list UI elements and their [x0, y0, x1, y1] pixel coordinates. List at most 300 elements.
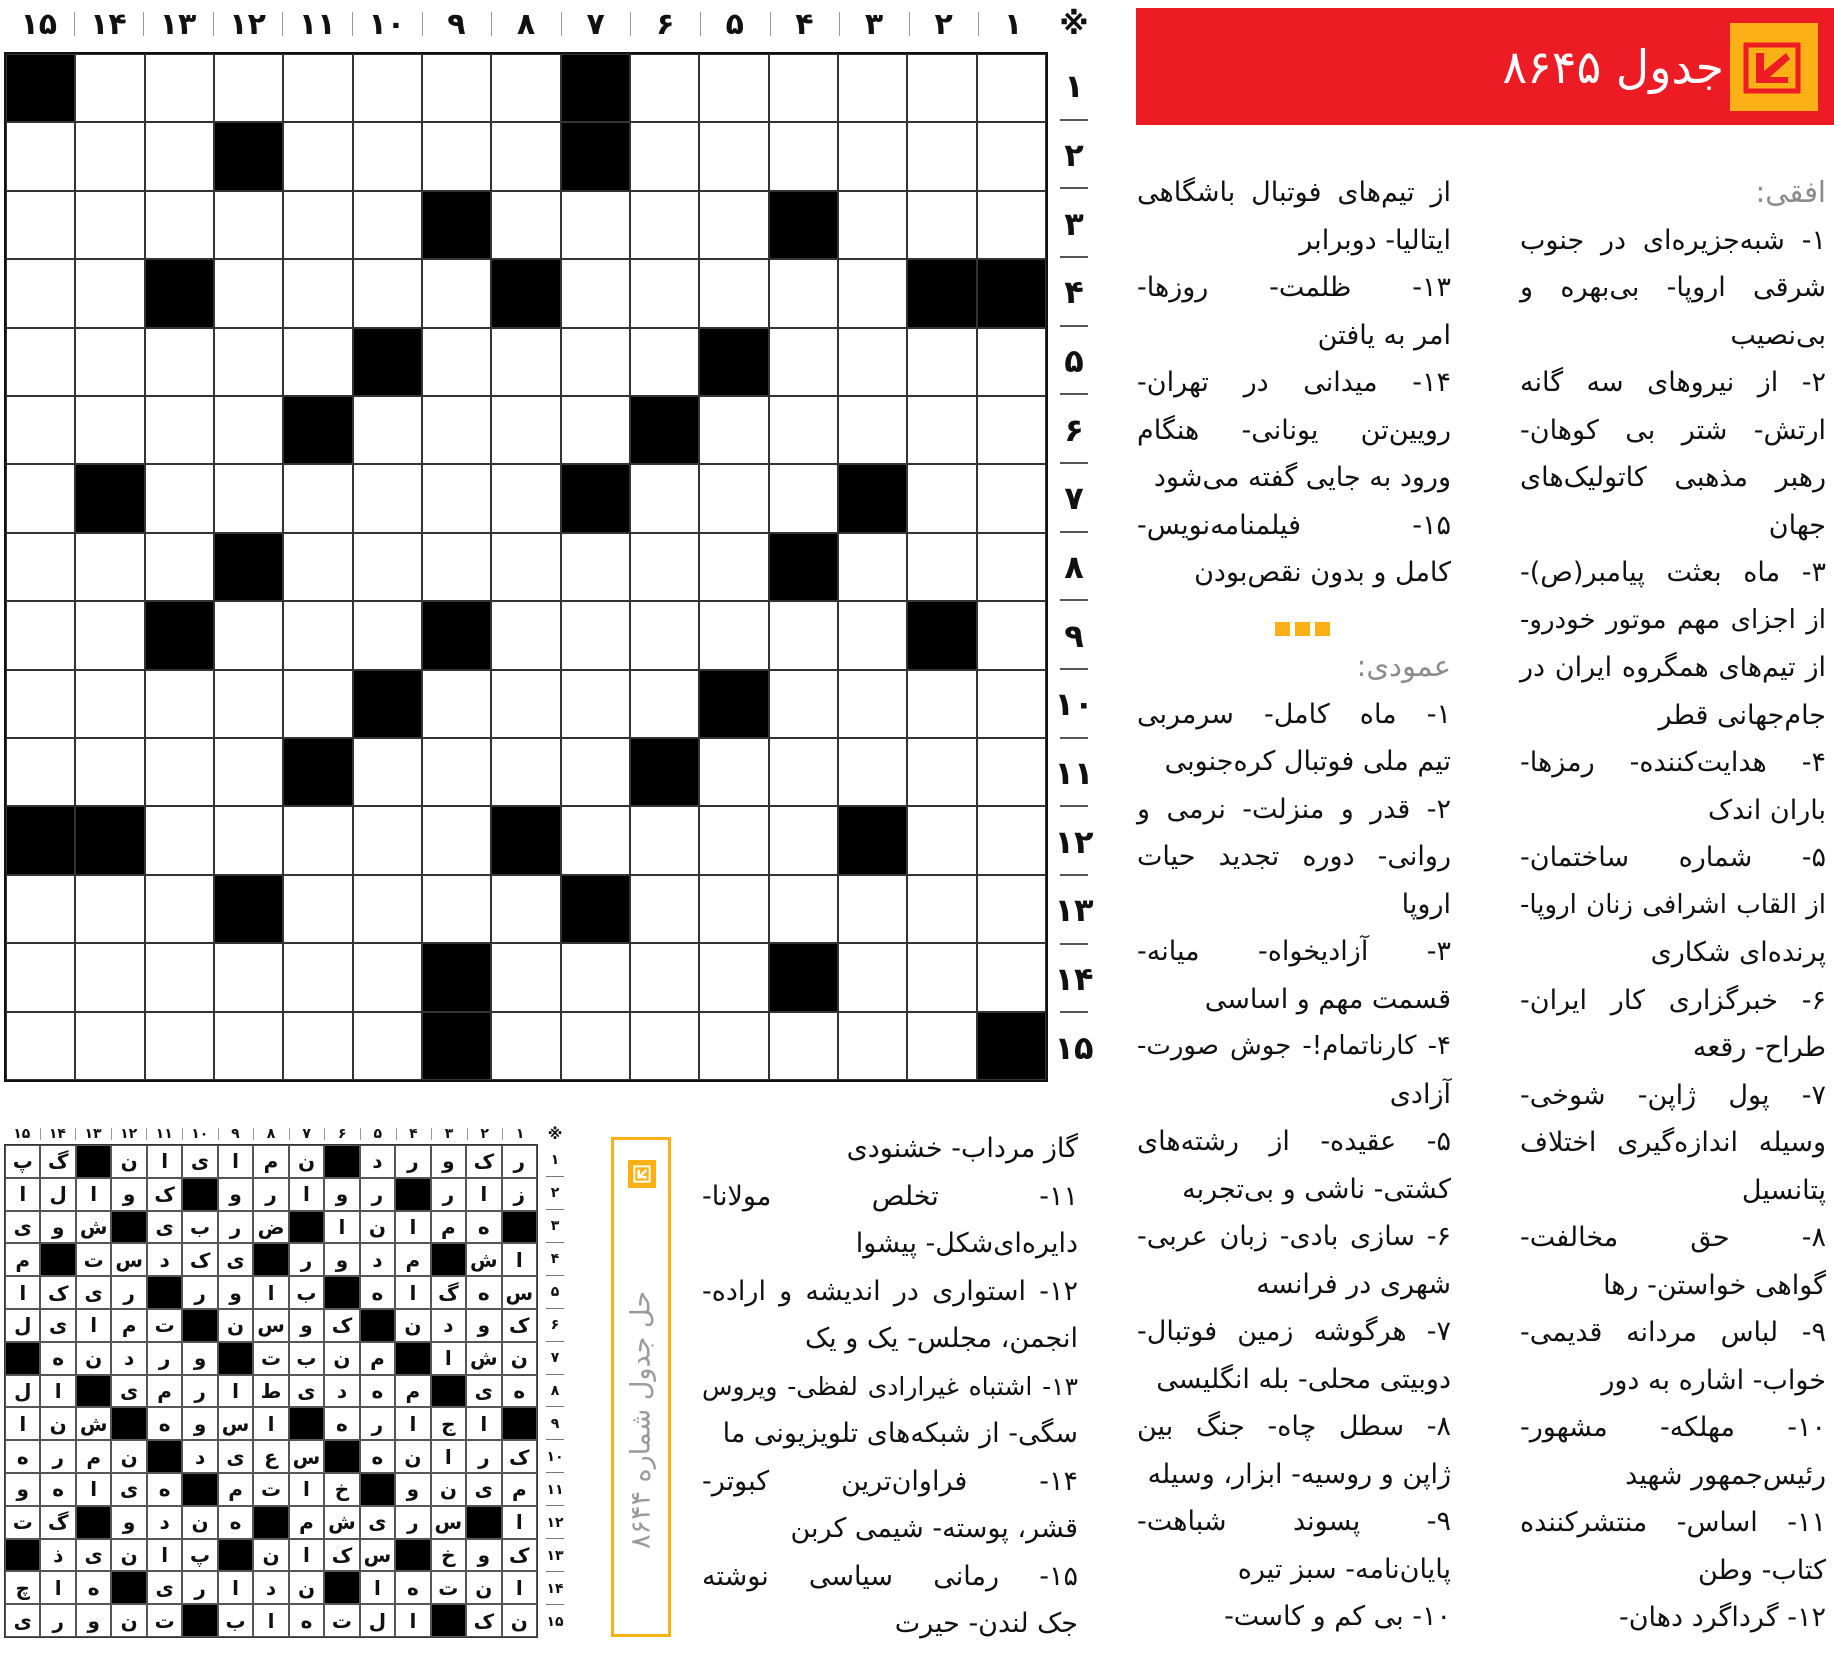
answer-cell[interactable]: [630, 464, 699, 532]
answer-cell[interactable]: [977, 943, 1046, 1011]
answer-cell[interactable]: [422, 806, 491, 874]
answer-cell[interactable]: [907, 738, 976, 806]
answer-cell[interactable]: [907, 464, 976, 532]
answer-cell[interactable]: [977, 191, 1046, 259]
solution-letter: د: [111, 1342, 146, 1375]
solution-letter: ن: [111, 1604, 146, 1637]
answer-cell[interactable]: [353, 464, 422, 532]
answer-cell[interactable]: [75, 738, 144, 806]
answer-cell[interactable]: [977, 54, 1046, 122]
solution-row-number: ۱۵: [546, 1613, 564, 1630]
answer-cell[interactable]: [977, 806, 1046, 874]
clue-line: ۱۴- میدانی در تهران-: [1137, 367, 1451, 398]
solution-letter: و: [466, 1539, 501, 1572]
solution-letter: ی: [111, 1473, 146, 1506]
solution-letter: ا: [324, 1211, 359, 1244]
clue-line: روانی- دوره تجدید حیات: [1137, 841, 1451, 872]
answer-cell[interactable]: [353, 738, 422, 806]
solution-black-cell: [289, 1211, 324, 1244]
clue-line: ۳- آزادیخواه- میانه-: [1137, 936, 1451, 967]
answer-cell[interactable]: [75, 122, 144, 190]
solution-letter: ر: [431, 1178, 466, 1211]
answer-cell[interactable]: [769, 464, 838, 532]
answer-cell[interactable]: [353, 191, 422, 259]
solution-letter: و: [182, 1342, 217, 1375]
answer-cell[interactable]: [630, 670, 699, 738]
answer-cell[interactable]: [145, 943, 214, 1011]
answer-cell[interactable]: [214, 806, 283, 874]
clue-line: پایان‌نامه- سبز تیره: [1237, 1553, 1451, 1585]
answer-cell[interactable]: [145, 328, 214, 396]
answer-cell[interactable]: [283, 601, 352, 669]
answer-cell[interactable]: [214, 1012, 283, 1080]
solution-letter: م: [147, 1375, 182, 1408]
black-cell: [838, 464, 907, 532]
solution-letter: م: [253, 1145, 288, 1178]
answer-cell[interactable]: [838, 943, 907, 1011]
answer-cell[interactable]: [491, 738, 560, 806]
answer-cell[interactable]: [769, 259, 838, 327]
solution-column-number: ۸: [253, 1124, 289, 1144]
clue-line: دوبیتی محلی- بله انگلیسی: [1156, 1363, 1451, 1395]
answer-cell[interactable]: [145, 54, 214, 122]
answer-cell[interactable]: [838, 601, 907, 669]
answer-cell[interactable]: [422, 670, 491, 738]
answer-cell[interactable]: [838, 259, 907, 327]
answer-cell[interactable]: [491, 601, 560, 669]
black-cell: [769, 191, 838, 259]
solution-letter: ک: [40, 1276, 75, 1309]
vertical-clues-continued: [702, 1125, 1078, 1648]
answer-cell[interactable]: [838, 54, 907, 122]
answer-cell[interactable]: [630, 54, 699, 122]
solution-letter: ه: [395, 1571, 430, 1604]
black-cell: [699, 328, 768, 396]
solution-letter: ا: [253, 1407, 288, 1440]
solution-letter: ر: [253, 1178, 288, 1211]
clue-line: قشر، پوسته- شیمی کربن: [790, 1513, 1078, 1544]
clue-line: قسمت مهم و اساسی: [1204, 983, 1451, 1015]
solution-column-number: ۴: [396, 1124, 432, 1144]
answer-cell[interactable]: [6, 259, 75, 327]
answer-cell[interactable]: [630, 1012, 699, 1080]
answer-cell[interactable]: [630, 943, 699, 1011]
solution-letter: ی: [218, 1440, 253, 1473]
solution-letter: خ: [324, 1473, 359, 1506]
answer-cell[interactable]: [769, 601, 838, 669]
answer-cell[interactable]: [283, 191, 352, 259]
solution-letter: ا: [289, 1539, 324, 1572]
answer-cell[interactable]: [214, 601, 283, 669]
answer-cell[interactable]: [6, 328, 75, 396]
answer-cell[interactable]: [145, 396, 214, 464]
answer-cell[interactable]: [699, 738, 768, 806]
answer-cell[interactable]: [75, 259, 144, 327]
solution-black-cell: [253, 1506, 288, 1539]
solution-letter: و: [76, 1604, 111, 1637]
answer-cell[interactable]: [422, 533, 491, 601]
answer-cell[interactable]: [422, 328, 491, 396]
answer-cell[interactable]: [907, 943, 976, 1011]
answer-cell[interactable]: [353, 601, 422, 669]
solution-letter: ن: [289, 1145, 324, 1178]
answer-cell[interactable]: [145, 122, 214, 190]
answer-cell[interactable]: [6, 1012, 75, 1080]
answer-cell[interactable]: [561, 670, 630, 738]
answer-cell[interactable]: [75, 670, 144, 738]
answer-cell[interactable]: [283, 943, 352, 1011]
clue-line: رویین‌تن یونانی- هنگام: [1137, 414, 1451, 446]
answer-cell[interactable]: [283, 259, 352, 327]
answer-cell[interactable]: [699, 943, 768, 1011]
solution-black-cell: [360, 1309, 395, 1342]
clue-line: کشتی- ناشی و بی‌تجربه: [1182, 1173, 1451, 1205]
solution-letter: ج: [431, 1407, 466, 1440]
answer-cell[interactable]: [907, 328, 976, 396]
answer-cell[interactable]: [491, 191, 560, 259]
answer-cell[interactable]: [769, 396, 838, 464]
solution-letter: ت: [76, 1243, 111, 1276]
answer-cell[interactable]: [283, 875, 352, 943]
answer-cell[interactable]: [353, 54, 422, 122]
answer-cell[interactable]: [6, 191, 75, 259]
solution-black-cell: [502, 1407, 537, 1440]
answer-cell[interactable]: [422, 54, 491, 122]
answer-cell[interactable]: [907, 875, 976, 943]
solution-letter: ک: [502, 1309, 537, 1342]
clue-line: ارتش- شتر بی کوهان-: [1520, 414, 1826, 446]
answer-cell[interactable]: [6, 122, 75, 190]
answer-cell[interactable]: [491, 875, 560, 943]
answer-cell[interactable]: [699, 533, 768, 601]
answer-cell[interactable]: [561, 396, 630, 464]
answer-cell[interactable]: [630, 191, 699, 259]
answer-cell[interactable]: [838, 1012, 907, 1080]
solution-letter: م: [289, 1506, 324, 1539]
answer-cell[interactable]: [422, 259, 491, 327]
solution-letter: ا: [218, 1571, 253, 1604]
answer-cell[interactable]: [6, 670, 75, 738]
answer-cell[interactable]: [699, 875, 768, 943]
answer-cell[interactable]: [353, 259, 422, 327]
answer-cell[interactable]: [838, 191, 907, 259]
answer-cell[interactable]: [699, 1012, 768, 1080]
solution-letter: ا: [76, 1309, 111, 1342]
column-number: ۷: [561, 0, 631, 48]
solution-letter: ط: [253, 1375, 288, 1408]
solution-letter: ا: [395, 1604, 430, 1637]
solution-letter: ه: [40, 1342, 75, 1375]
answer-cell[interactable]: [907, 396, 976, 464]
answer-cell[interactable]: [630, 806, 699, 874]
solution-row-number: ۶: [542, 1309, 568, 1342]
solution-column-number: ۱۵: [13, 1126, 31, 1142]
answer-cell[interactable]: [977, 875, 1046, 943]
answer-cell[interactable]: [353, 806, 422, 874]
answer-cell[interactable]: [977, 464, 1046, 532]
answer-cell[interactable]: [422, 122, 491, 190]
answer-cell[interactable]: [491, 464, 560, 532]
answer-cell[interactable]: [491, 1012, 560, 1080]
column-number: ۱۱: [282, 0, 352, 48]
answer-cell[interactable]: [214, 943, 283, 1011]
solution-letter: م: [111, 1309, 146, 1342]
answer-cell[interactable]: [353, 1012, 422, 1080]
solution-row-number: ۷: [542, 1342, 568, 1375]
solution-letter: م: [502, 1473, 537, 1506]
black-cell: [283, 738, 352, 806]
black-cell: [75, 464, 144, 532]
solution-black-cell: [324, 1276, 359, 1309]
answer-cell[interactable]: [769, 54, 838, 122]
answer-cell[interactable]: [145, 464, 214, 532]
answer-cell[interactable]: [907, 54, 976, 122]
answer-cell[interactable]: [838, 396, 907, 464]
answer-cell[interactable]: [283, 806, 352, 874]
solution-black-cell: [218, 1342, 253, 1375]
answer-cell[interactable]: [699, 806, 768, 874]
answer-cell[interactable]: [907, 122, 976, 190]
answer-cell[interactable]: [491, 122, 560, 190]
answer-cell[interactable]: [6, 738, 75, 806]
clue-line: ۳- ماه بعثت پیامبر(ص)-: [1520, 557, 1826, 588]
answer-cell[interactable]: [353, 943, 422, 1011]
answer-cell[interactable]: [561, 533, 630, 601]
answer-cell[interactable]: [283, 464, 352, 532]
answer-cell[interactable]: [145, 670, 214, 738]
answer-cell[interactable]: [145, 875, 214, 943]
answer-cell[interactable]: [907, 670, 976, 738]
answer-cell[interactable]: [75, 54, 144, 122]
row-number: ۱۲: [1052, 807, 1096, 876]
answer-cell[interactable]: [422, 396, 491, 464]
answer-cell[interactable]: [491, 670, 560, 738]
row-number: ۱۵: [1054, 1028, 1094, 1067]
answer-cell[interactable]: [283, 122, 352, 190]
answer-cell[interactable]: [422, 464, 491, 532]
answer-cell[interactable]: [561, 738, 630, 806]
answer-cell[interactable]: [769, 328, 838, 396]
main-grid-column-numbers: [4, 0, 1048, 48]
answer-cell[interactable]: [630, 601, 699, 669]
answer-cell[interactable]: [699, 601, 768, 669]
answer-cell[interactable]: [75, 191, 144, 259]
answer-cell[interactable]: [699, 191, 768, 259]
answer-cell[interactable]: [561, 806, 630, 874]
answer-cell[interactable]: [145, 738, 214, 806]
answer-cell[interactable]: [283, 1012, 352, 1080]
solution-black-cell: [147, 1440, 182, 1473]
answer-cell[interactable]: [561, 191, 630, 259]
answer-cell[interactable]: [75, 396, 144, 464]
answer-cell[interactable]: [977, 738, 1046, 806]
answer-cell[interactable]: [6, 875, 75, 943]
answer-cell[interactable]: [838, 875, 907, 943]
answer-cell[interactable]: [630, 875, 699, 943]
solution-letter: پ: [5, 1145, 40, 1178]
answer-cell[interactable]: [699, 396, 768, 464]
answer-cell[interactable]: [283, 54, 352, 122]
solution-black-cell: [289, 1407, 324, 1440]
solution-black-cell: [253, 1243, 288, 1276]
answer-cell[interactable]: [491, 396, 560, 464]
answer-cell[interactable]: [838, 122, 907, 190]
answer-cell[interactable]: [353, 533, 422, 601]
column-number: ۱۳: [143, 0, 213, 48]
row-number: ۳: [1052, 189, 1096, 258]
solution-row-number: ۵: [542, 1276, 568, 1309]
solution-column-number: ۶: [324, 1124, 360, 1144]
solution-letter: ر: [182, 1571, 217, 1604]
answer-cell[interactable]: [561, 328, 630, 396]
answer-cell[interactable]: [75, 943, 144, 1011]
answer-cell[interactable]: [561, 601, 630, 669]
solution-column-number: ۹: [218, 1124, 254, 1144]
answer-cell[interactable]: [630, 122, 699, 190]
solution-black-cell: [218, 1539, 253, 1572]
answer-cell[interactable]: [145, 1012, 214, 1080]
solution-letter: ن: [395, 1440, 430, 1473]
solution-black-cell: [182, 1309, 217, 1342]
answer-cell[interactable]: [977, 601, 1046, 669]
answer-cell[interactable]: [630, 533, 699, 601]
answer-cell[interactable]: [630, 259, 699, 327]
answer-cell[interactable]: [630, 328, 699, 396]
answer-cell[interactable]: [907, 806, 976, 874]
answer-cell[interactable]: [75, 533, 144, 601]
answer-cell[interactable]: [75, 1012, 144, 1080]
answer-cell[interactable]: [977, 328, 1046, 396]
answer-cell[interactable]: [491, 54, 560, 122]
solution-column-number: ۲: [467, 1124, 503, 1144]
answer-cell[interactable]: [283, 328, 352, 396]
solution-letter: ا: [502, 1243, 537, 1276]
answer-cell[interactable]: [769, 670, 838, 738]
answer-cell[interactable]: [353, 396, 422, 464]
answer-cell[interactable]: [491, 328, 560, 396]
row-number: ۲: [1052, 121, 1096, 190]
section-separator: [1275, 622, 1335, 636]
black-cell: [353, 328, 422, 396]
answer-cell[interactable]: [75, 875, 144, 943]
answer-cell[interactable]: [214, 191, 283, 259]
answer-cell[interactable]: [6, 464, 75, 532]
clue-line: ۴- کارناتمام!- جوش صورت-: [1137, 1031, 1451, 1061]
answer-cell[interactable]: [145, 806, 214, 874]
answer-cell[interactable]: [977, 670, 1046, 738]
answer-cell[interactable]: [145, 533, 214, 601]
answer-cell[interactable]: [214, 464, 283, 532]
answer-cell[interactable]: [977, 122, 1046, 190]
answer-cell[interactable]: [6, 601, 75, 669]
black-cell: [283, 396, 352, 464]
answer-cell[interactable]: [75, 601, 144, 669]
answer-cell[interactable]: [907, 1012, 976, 1080]
answer-cell[interactable]: [769, 1012, 838, 1080]
solution-black-cell: [76, 1375, 111, 1408]
solution-letter: ه: [466, 1276, 501, 1309]
solution-letter: ه: [289, 1604, 324, 1637]
vertical-clues-heading: عمودی:: [1356, 649, 1451, 683]
answer-cell[interactable]: [353, 122, 422, 190]
clue-line: از تیم‌های فوتبال باشگاهی: [1137, 177, 1451, 208]
answer-cell[interactable]: [769, 875, 838, 943]
answer-cell[interactable]: [214, 328, 283, 396]
black-cell: [561, 464, 630, 532]
solution-letter: ه: [147, 1407, 182, 1440]
solution-letter: ر: [466, 1440, 501, 1473]
solution-column-number: ۱: [502, 1124, 538, 1144]
answer-cell[interactable]: [214, 396, 283, 464]
answer-cell[interactable]: [6, 943, 75, 1011]
answer-cell[interactable]: [907, 533, 976, 601]
black-cell: [907, 259, 976, 327]
solution-letter: و: [182, 1407, 217, 1440]
answer-cell[interactable]: [491, 943, 560, 1011]
answer-cell[interactable]: [907, 191, 976, 259]
answer-cell[interactable]: [214, 738, 283, 806]
crossword-grid[interactable]: [4, 52, 1048, 1082]
answer-cell[interactable]: [6, 396, 75, 464]
answer-cell[interactable]: [214, 259, 283, 327]
answer-cell[interactable]: [561, 1012, 630, 1080]
solution-letter: ر: [182, 1276, 217, 1309]
answer-cell[interactable]: [769, 738, 838, 806]
black-cell: [145, 601, 214, 669]
answer-cell[interactable]: [145, 191, 214, 259]
answer-cell[interactable]: [699, 54, 768, 122]
answer-cell[interactable]: [491, 533, 560, 601]
answer-cell[interactable]: [699, 259, 768, 327]
answer-cell[interactable]: [838, 533, 907, 601]
answer-cell[interactable]: [283, 670, 352, 738]
answer-cell[interactable]: [769, 122, 838, 190]
answer-cell[interactable]: [977, 396, 1046, 464]
answer-cell[interactable]: [699, 464, 768, 532]
solution-black-cell: [431, 1243, 466, 1276]
solution-letter: ن: [40, 1407, 75, 1440]
answer-cell[interactable]: [838, 738, 907, 806]
answer-cell[interactable]: [6, 533, 75, 601]
solution-black-cell: [431, 1375, 466, 1408]
answer-cell[interactable]: [699, 122, 768, 190]
answer-cell[interactable]: [283, 533, 352, 601]
black-cell: [422, 943, 491, 1011]
answer-cell[interactable]: [353, 875, 422, 943]
answer-cell[interactable]: [422, 875, 491, 943]
answer-cell[interactable]: [214, 670, 283, 738]
solution-letter: ر: [395, 1145, 430, 1178]
answer-cell[interactable]: [75, 328, 144, 396]
solution-letter: ر: [218, 1211, 253, 1244]
black-cell: [6, 806, 75, 874]
black-cell: [491, 259, 560, 327]
answer-cell[interactable]: [561, 943, 630, 1011]
solution-letter: ن: [431, 1473, 466, 1506]
answer-cell[interactable]: [422, 738, 491, 806]
black-cell: [769, 943, 838, 1011]
solution-letter: ه: [147, 1473, 182, 1506]
answer-cell[interactable]: [838, 328, 907, 396]
answer-cell[interactable]: [838, 670, 907, 738]
answer-cell[interactable]: [769, 806, 838, 874]
answer-cell[interactable]: [214, 54, 283, 122]
answer-cell[interactable]: [977, 533, 1046, 601]
solution-letter: ا: [289, 1473, 324, 1506]
black-cell: [977, 259, 1046, 327]
solution-letter: ر: [182, 1375, 217, 1408]
answer-cell[interactable]: [561, 259, 630, 327]
